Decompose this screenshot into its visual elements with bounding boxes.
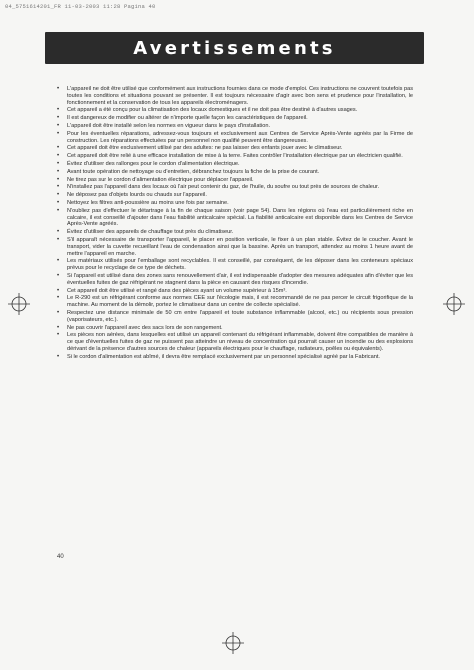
warning-item: • Si l'appareil est utilisé dans des zones sans renouvellement d'air, il est indispensable d'adopter des mesures adéquates afin d'éviter que les éventuelles fuites de gaz réfrigérant ne stagnent dans la pièce en causant des risques d'incendie. <box>57 273 413 287</box>
warning-item: • Évitez d'utiliser des rallonges pour le cordon d'alimentation électrique. <box>57 161 413 168</box>
warning-item: • Les pièces non aérées, dans lesquelles est utilisé un appareil contenant du réfrigérant inflammable, doivent être compatibles de manière à ce que d'éventuelles fuites de gaz ne puissent pas atteindre un niveau de concentration qui pourrait causer un incendie ou des explosions dérivant de la présence d'autres sources de chaleur (appareils électriques pour le chauffage, radiateurs, poêles ou équivalents). <box>57 332 413 352</box>
warning-item: • L'appareil ne doit être utilisé que conformément aux instructions fournies dans ce mode d'emploi. Ces instructions ne couvrent toutefois pas toutes les conditions et situations pouvant se présenter. Il est toujours nécessaire d'agir avec bon sens et prudence pour l'installation, le fonctionnement et la conservation de tous les appareils électroménagers. <box>57 86 413 106</box>
warning-item: • Cet appareil a été conçu pour la climatisation des locaux domestiques et il ne doit pas être destiné à d'autres usages. <box>57 107 413 114</box>
registration-mark-bottom <box>222 632 244 654</box>
warning-item: • Cet appareil doit être utilisé et rangé dans des pièces ayant un volume supérieur à 15m³. <box>57 288 413 295</box>
print-header: 04_5751614201_FR 11-03-2003 11:28 Pagina 40 <box>5 3 156 10</box>
warning-item: • Ne déposez pas d'objets lourds ou chauds sur l'appareil. <box>57 192 413 199</box>
page-title: Avertissements <box>133 37 336 59</box>
warning-item: • Ne pas couvrir l'appareil avec des sacs lors de son rangement. <box>57 325 413 332</box>
warning-item: • Évitez d'utiliser des appareils de chauffage tout près du climatiseur. <box>57 229 413 236</box>
warning-item: • Ne tirez pas sur le cordon d'alimentation électrique pour déplacer l'appareil. <box>57 177 413 184</box>
warning-item: • Si le cordon d'alimentation est abîmé, il devra être remplacé exclusivement par un personnel spécialisé agréé par la Fabricant. <box>57 354 413 361</box>
warning-item: • Pour les éventuelles réparations, adressez-vous toujours et exclusivement aux Centres de Service Après-Vente agréés par la Firme de construction. Les réparations effectuées par un personnel non qualifié peuvent être dangereuses. <box>57 131 413 145</box>
warning-item: • N'oubliez pas d'effectuer le détartrage à la fin de chaque saison (voir page 54). Dans les régions où l'eau est particulièrement riche en calcaire, il est conseillé d'ajouter dans l'eau fiabilité anticalcaire spécial. La fiabilité anticalcaire est disponible dans les Centres de Service Après-Vente agréés. <box>57 208 413 228</box>
warning-item: • Respectez une distance minimale de 50 cm entre l'appareil et toute substance inflammable (alcool, etc.) ou récipients sous pression (vaporisateurs, etc.). <box>57 310 413 324</box>
warnings-list <box>57 86 413 360</box>
warning-item: • Cet appareil doit être exclusivement utilisé par des adultes: ne pas laisser des enfants jouer avec le climatiseur. <box>57 145 413 152</box>
warning-item: • L'appareil doit être installé selon les normes en vigueur dans le pays d'installation. <box>57 123 413 130</box>
warning-item: • Cet appareil doit être relié à une efficace installation de mise à la terre. Faites contrôler l'installation électrique par un électricien qualifié. <box>57 153 413 160</box>
warning-item: • Avant toute opération de nettoyage ou d'entretien, débranchez toujours la fiche de la prise de courant. <box>57 169 413 176</box>
registration-mark-left <box>8 293 30 315</box>
warning-item: • N'installez pas l'appareil dans des locaux où l'air peut contenir du gaz, de l'huile, du soufre ou tout près de sources de chaleur. <box>57 184 413 191</box>
warnings-section <box>57 86 413 361</box>
title-banner <box>45 32 424 64</box>
registration-mark-right <box>443 293 465 315</box>
page-number: 40 <box>57 554 64 560</box>
warning-item: • Nettoyez les filtres anti-poussière au moins une fois par semaine. <box>57 200 413 207</box>
warning-item: • Il est dangereux de modifier ou altérer de n'importe quelle façon les caractéristiques de l'appareil. <box>57 115 413 122</box>
warning-item: • S'il apparaît nécessaire de transporter l'appareil, le placer en position verticale, le fixer à un plan stable. Évitez de le coucher. Avant le transport, vider la cuvette recueillant l'eau de condensation ainsi que la bassine. Après un transport, attendez au moins 1 heure avant de mettre l'appareil en marche. <box>57 237 413 257</box>
warning-item: • Les matériaux utilisés pour l'emballage sont recyclables. Il est conseillé, par conséquent, de les déposer dans les conteneurs spéciaux prévus pour le recyclage de ce type de déchets. <box>57 258 413 272</box>
warning-item: • Le R-290 est un réfrigérant conforme aux normes CEE sur l'écologie mais, il est recommandé de ne pas percer le circuit frigorifique de la machine. Au moment de la démolir, portez le climatiseur dans un centre de collecte spécialisé. <box>57 295 413 309</box>
